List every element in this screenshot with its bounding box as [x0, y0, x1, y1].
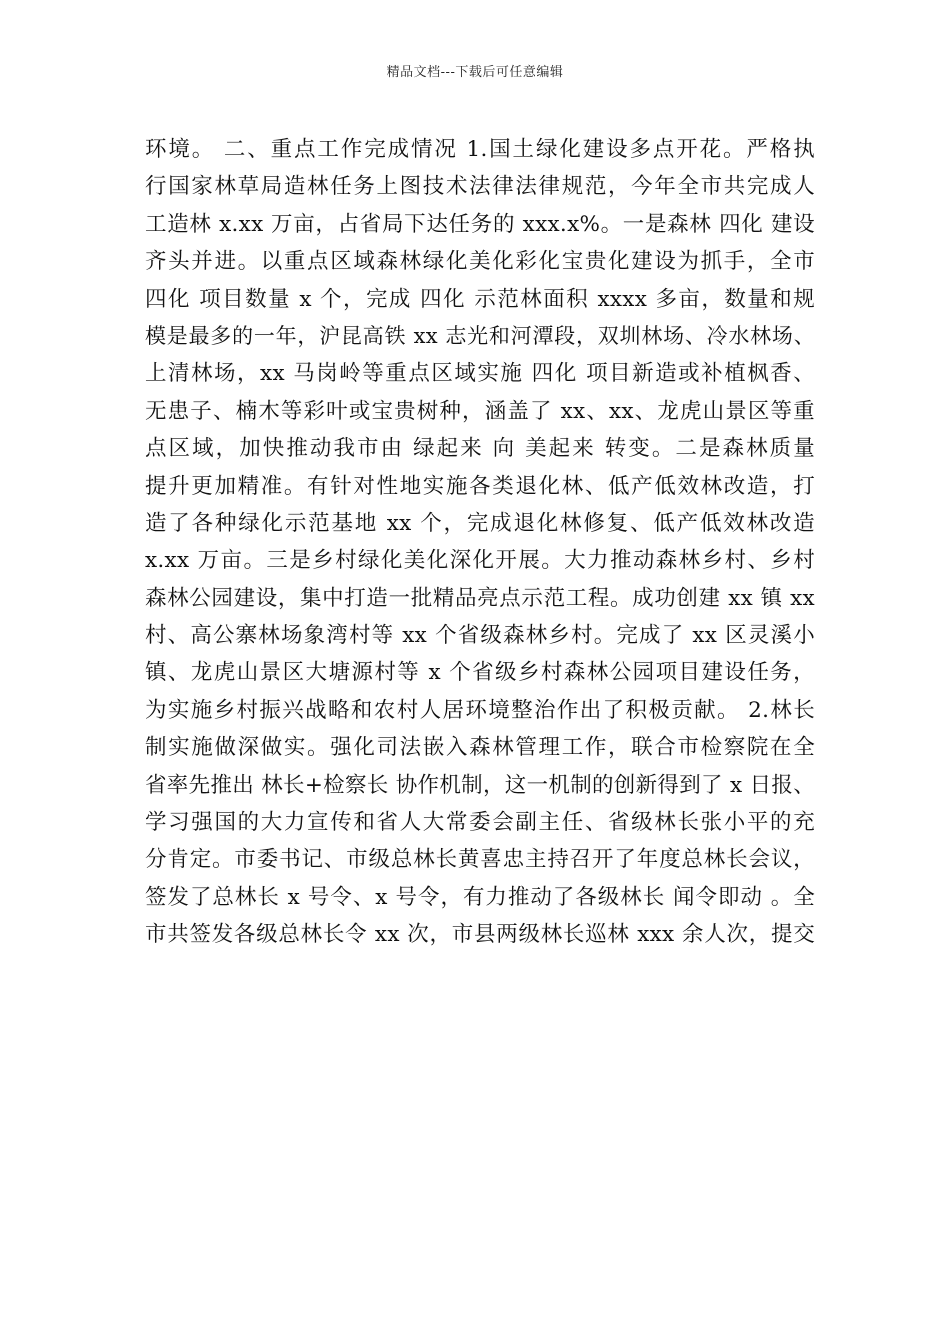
- text-line: 学习强国的大力宣传和省人大常委会副主任、省级林长张小平的充: [145, 810, 815, 836]
- text-line: 工造林 x.xx 万亩，占省局下达任务的 xxx.x%。一是森林 四化 建设: [145, 211, 815, 237]
- text-line: 四化 项目数量 x 个，完成 四化 示范林面积 xxxx 多亩，数量和规: [145, 286, 815, 312]
- text-line: 点区域，加快推动我市由 绿起来 向 美起来 转变。二是森林质量: [145, 436, 815, 462]
- text-line: 模是最多的一年，沪昆高铁 xx 志光和河潭段，双圳林场、冷水林场、: [145, 323, 815, 348]
- text-line: 省率先推出 林长+检察长 协作机制，这一机制的创新得到了 x 日报、: [145, 772, 815, 798]
- text-line: 分肯定。市委书记、市级总林长黄喜忠主持召开了年度总林长会议，: [145, 847, 815, 873]
- text-line: 造了各种绿化示范基地 xx 个，完成退化林修复、低产低效林改造: [145, 510, 815, 536]
- text-line: 提升更加精准。有针对性地实施各类退化林、低产低效林改造，打: [145, 473, 815, 499]
- text-line: 签发了总林长 x 号令、x 号令，有力推动了各级林长 闻令即动 。全: [145, 884, 815, 910]
- text-line: 上清林场，xx 马岗岭等重点区域实施 四化 项目新造或补植枫香、: [145, 361, 815, 387]
- text-line: 森林公园建设，集中打造一批精品亮点示范工程。成功创建 xx 镇 xx: [145, 585, 815, 611]
- page-header: 精品文档---下载后可任意编辑: [386, 65, 564, 80]
- text-line: 无患子、楠木等彩叶或宝贵树种，涵盖了 xx、xx、龙虎山景区等重: [145, 398, 815, 424]
- text-line: 镇、龙虎山景区大塘源村等 x 个省级乡村森林公园项目建设任务，: [145, 660, 815, 686]
- text-line: 为实施乡村振兴战略和农村人居环境整治作出了积极贡献。 2.林长: [145, 697, 815, 723]
- text-line: 齐头并进。以重点区域森林绿化美化彩化宝贵化建设为抓手，全市: [145, 249, 815, 275]
- body-text: [145, 131, 815, 954]
- text-line: 环境。 二、重点工作完成情况 1.国土绿化建设多点开花。严格执: [145, 137, 815, 162]
- text-line: x.xx 万亩。三是乡村绿化美化深化开展。大力推动森林乡村、乡村: [145, 548, 815, 574]
- text-line: 村、高公寨林场象湾村等 xx 个省级森林乡村。完成了 xx 区灵溪小: [145, 623, 815, 649]
- text-line: 市共签发各级总林长令 xx 次，市县两级林长巡林 xxx 余人次，提交: [145, 922, 815, 948]
- text-line: 行国家林草局造林任务上图技术法律法律规范，今年全市共完成人: [145, 174, 815, 200]
- text-line: 制实施做深做实。强化司法嵌入森林管理工作，联合市检察院在全: [145, 735, 815, 761]
